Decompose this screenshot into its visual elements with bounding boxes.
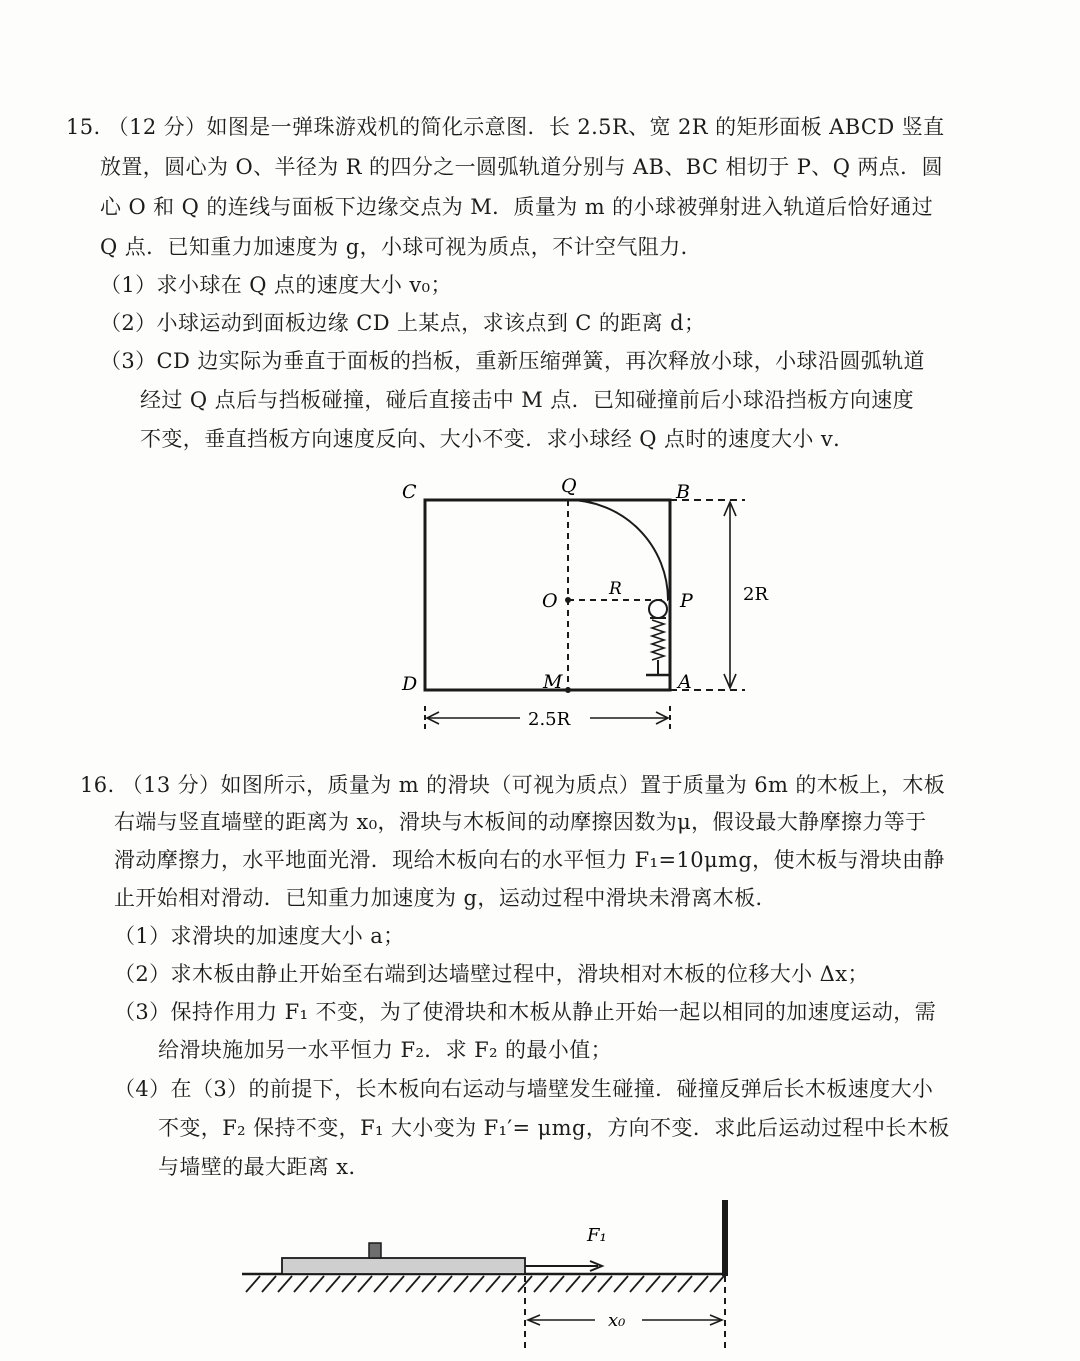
slider-block <box>369 1243 381 1258</box>
wooden-board <box>282 1258 525 1274</box>
problem-16-subquestion-4-line-1: （4）在（3）的前提下，长木板向右运动与墙壁发生碰撞．碰撞反弹后长木板速度大小 <box>114 1077 934 1101</box>
ground-hatching <box>246 1276 724 1292</box>
problem-16-line-3: 滑动摩擦力，水平地面光滑．现给木板向右的水平恒力 F₁=10μmg，使木板与滑块由静 <box>114 848 945 872</box>
label-A: A <box>678 671 692 693</box>
problem-15-line-1: 15. （12 分）如图是一弹珠游戏机的简化示意图．长 2.5R、宽 2R 的矩形面板 ABCD 竖直 <box>66 115 945 139</box>
label-C: C <box>402 481 417 503</box>
problem-16-subquestion-4-line-3: 与墙壁的最大距离 x． <box>158 1155 370 1179</box>
point-O <box>565 597 571 603</box>
label-2R: 2R <box>743 584 769 605</box>
pinball-board-figure <box>380 470 780 740</box>
problem-15-subquestion-3-line-2: 经过 Q 点后与挡板碰撞，碰后直接击中 M 点．已知碰撞前后小球沿挡板方向速度 <box>140 388 915 412</box>
wall <box>722 1200 728 1276</box>
label-2.5R: 2.5R <box>528 709 571 730</box>
problem-15-subquestion-2: （2）小球运动到面板边缘 CD 上某点，求该点到 C 的距离 d； <box>100 311 706 335</box>
label-M: M <box>543 671 563 693</box>
force-F1-label: F₁ <box>587 1225 607 1246</box>
problem-15-line-4: Q 点．已知重力加速度为 g，小球可视为质点，不计空气阻力． <box>100 235 703 259</box>
problem-16-subquestion-2: （2）求木板由静止开始至右端到达墙壁过程中，滑块相对木板的位移大小 Δx； <box>114 962 869 986</box>
problem-16-line-4: 止开始相对滑动．已知重力加速度为 g，运动过程中滑块未滑离木板． <box>114 886 777 910</box>
problem-15-subquestion-1: （1）求小球在 Q 点的速度大小 v₀； <box>100 273 452 297</box>
problem-16-line-2: 右端与竖直墙壁的距离为 x₀，滑块与木板间的动摩擦因数为μ，假设最大静摩擦力等于 <box>114 810 927 834</box>
label-P: P <box>680 590 693 612</box>
problem-16-subquestion-3-line-1: （3）保持作用力 F₁ 不变，为了使滑块和木板从静止开始一起以相同的加速度运动，需 <box>114 1000 937 1024</box>
label-R: R <box>609 579 622 599</box>
label-D: D <box>402 673 418 695</box>
problem-15-line-3: 心 O 和 Q 的连线与面板下边缘交点为 M．质量为 m 的小球被弹射进入轨道后恰好通过 <box>100 195 934 219</box>
spring <box>652 620 664 660</box>
label-O: O <box>542 590 558 612</box>
label-Q: Q <box>561 475 577 497</box>
problem-15-subquestion-3-line-3: 不变，垂直挡板方向速度反向、大小不变．求小球经 Q 点时的速度大小 v． <box>140 427 855 451</box>
problem-16-subquestion-4-line-2: 不变，F₂ 保持不变，F₁ 大小变为 F₁′= μmg，方向不变．求此后运动过程中长木板 <box>158 1116 950 1140</box>
point-M <box>565 687 571 693</box>
problem-16-subquestion-1: （1）求滑块的加速度大小 a； <box>114 924 405 948</box>
ball <box>649 600 667 618</box>
board-and-wall-figure <box>230 1195 750 1355</box>
problem-15-line-2: 放置，圆心为 O、半径为 R 的四分之一圆弧轨道分别与 AB、BC 相切于 P、Q 两点．圆 <box>100 155 943 179</box>
dimension-x0-label: x₀ <box>608 1310 626 1331</box>
problem-16-line-1: 16. （13 分）如图所示，质量为 m 的滑块（可视为质点）置于质量为 6m 的木板上，木板 <box>80 773 946 797</box>
problem-15-subquestion-3-line-1: （3）CD 边实际为垂直于面板的挡板，重新压缩弹簧，再次释放小球，小球沿圆弧轨道 <box>100 349 925 373</box>
problem-16-subquestion-3-line-2: 给滑块施加另一水平恒力 F₂．求 F₂ 的最小值； <box>158 1038 613 1062</box>
label-B: B <box>676 481 690 503</box>
